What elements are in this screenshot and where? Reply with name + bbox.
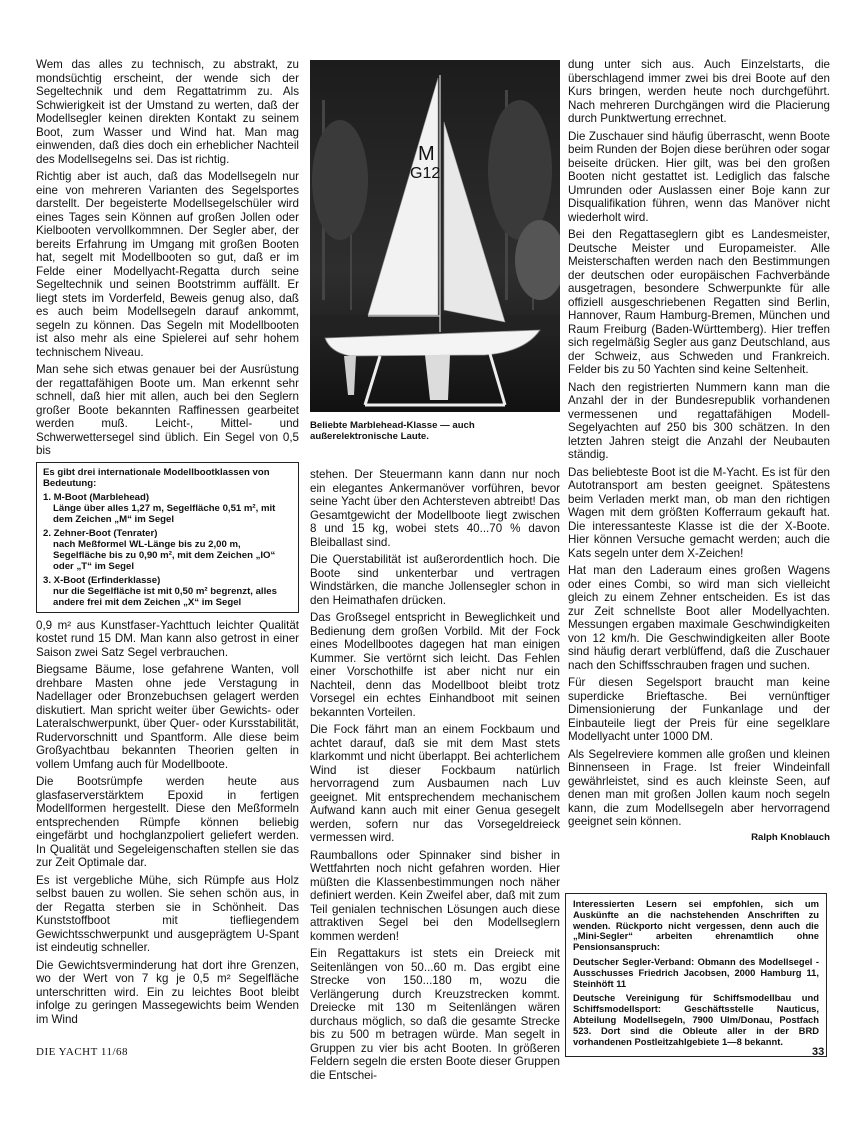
boat-class-title: 1. M-Boot (Marblehead): [43, 491, 150, 503]
boat-classes-box: [36, 462, 299, 613]
paragraph: Die Gewichtsverminderung hat dort ihre Grenzen, wo der Wert von 7 kg je 0,5 m² Segelfläche unterschritten wird. Ein zu leichtes Boot bleibt infolge zu geringen Massegewichts beim Wenden im Wind: [36, 958, 299, 1026]
sailboat-photo: [310, 60, 560, 412]
author-signature: Ralph Knoblauch: [751, 831, 830, 843]
boat-class-item: [43, 492, 292, 525]
paragraph: Die Zuschauer sind häufig überrascht, wenn Boote beim Runden der Bojen diese berühren oder sogar beiseite drücken. Hier gilt, was bei den großen Booten nicht gestattet ist. Lediglich das falsche Umrunden oder Auslassen einer Boje kann zur Disqualifikation führen, wenn das Manöver nicht wiederholt wird.: [568, 129, 830, 224]
paragraph: Bei den Regattaseglern gibt es Landesmeister, Deutsche Meister und Europameister. Alle Meisterschaften werden nach den Bestimmungen der deutschen oder europäischen Fachverbände ausgetragen, besondere Schwerpunkte für alle offiziell ausgeschriebenen Regatten sind Berlin, Hannover, Raum Hamburg-Bremen, München und Raum Freiburg (Baden-Württemberg). Hier treffen sich regelmäßig Segler aus ganz Deutschland, aus der Schweiz, aus Schweden und Frankreich. Felder bis zu 50 Yachten sind keine Seltenheit.: [568, 228, 830, 376]
paragraph: Das beliebteste Boot ist die M-Yacht. Es ist für den Autotransport am besten geeignet. Spätestens beim Verladen merkt man, ob man den richtigen Wagen mit dem größten Kofferraum gekauft hat. Die interessanteste Klasse ist die der X-Boote. Hier können Versuche gemacht werden; auch die Kats segeln unter dem X-Zeichen!: [568, 465, 830, 560]
boat-class-desc: Länge über alles 1,27 m, Segelfläche 0,51 m², mit dem Zeichen „M“ im Segel: [53, 502, 276, 525]
magazine-footer: DIE YACHT 11/68: [36, 1046, 129, 1058]
paragraph: Man sehe sich etwas genauer bei der Ausrüstung der regattafähigen Boote um. Man erkennt sehr schnell, daß hier mit allen, auch bei den Seglern großer Boote bekannten Raffinessen gearbeitet werden muß. Leicht-, Mittel- und Schwerwettersegel sind üblich. Ein Segel von 0,5 bis: [36, 363, 299, 457]
paragraph: Für diesen Segelsport braucht man keine superdicke Brieftasche. Bei vernünftiger Dimensionierung der Funkanlage und der Einbauteile liegt der Preis für eine segelklare Modellyacht unter 1000 DM.: [568, 676, 830, 743]
contact-intro: Interessierten Lesern sei empfohlen, sich um Auskünfte an die nachstehenden Anschriften zu wenden. Rückporto nicht vergessen, denn auch die „Mini-Segler“ arbeiten ehrenamtlich ohne Pensionsanspruch:: [573, 898, 819, 953]
boat-class-title: 3. X-Boot (Erfinderklasse): [43, 574, 161, 586]
boat-class-title: 2. Zehner-Boot (Tenrater): [43, 527, 158, 539]
paragraph: Die Querstabilität ist außerordentlich hoch. Die Boote sind unkenterbar und vertragen Windstärken, die manche Jollensegler schon in den Heimathafen drücken.: [310, 553, 560, 607]
paragraph: Richtig aber ist auch, daß das Modellsegeln nur eine von mehreren Varianten des Segelsportes darstellt. Der begeisterte Modellsegelschüler wird eines Tages sein Können auf großen Jollen oder Kielbooten vervollkommnen. Der Segler aber, der bereits Erfahrung im Umgang mit großen Booten hat, segelt mit Modellbooten so gut, daß er im Felde einer Modellyacht-Regatta durch seine Segeltechnik und seinen Bootstrimm auffällt. Er liegt stets im Vorderfeld, Beweis genug also, daß es auch beim Modellsegeln darauf ankommt, segeln zu können. Das Segeln mit Modellbooten ist also mehr als eine Spielerei auf sehr hohem technischem Niveau.: [36, 170, 299, 359]
boat-class-desc: nur die Segelfläche ist mit 0,50 m² begrenzt, alles andere frei mit dem Zeichen „X“ im Segel: [53, 585, 277, 608]
boat-classes-intro: Es gibt drei internationale Modellbootklassen von Bedeutung:: [43, 466, 270, 489]
paragraph: Als Segelreviere kommen alle großen und kleinen Binnenseen in Frage. Ist freier Windeinfall gewährleistet, sind es auch kleinste Seen, auf denen man mit großen Jollen kaum noch segeln kann, die zum Modellsegeln aber hervorragend geeignet sein können.: [568, 747, 830, 828]
paragraph: Es ist vergebliche Mühe, sich Rümpfe aus Holz selbst bauen zu wollen. Sie sehen schön aus, in der Regatta sterben sie in Schönheit. Das Kunststoffboot mit tiefliegendem Gewichtsschwerpunkt und ausgeprägtem U-Spant ist eindeutig schneller.: [36, 873, 299, 954]
sail-letter: M: [418, 143, 435, 165]
column-2: [310, 468, 560, 1086]
paragraph: dung unter sich aus. Auch Einzelstarts, die überschlagend immer zwei bis drei Boote auf den Kurs bringen, werden heute noch durchgeführt. Nach mehreren Durchgängen wird die Placierung durch Punktwertung errechnet.: [568, 58, 830, 125]
paragraph: Die Bootsrümpfe werden heute aus glasfaserverstärktem Epoxid in fertigen Modellformen hergestellt. Diese den Meßformeln entsprechenden Rümpfe können beliebig eingefärbt und hochglanzpoliert geliefert werden. In Qualität und Segeleigenschaften stellen sie das zur Zeit Optimale dar.: [36, 775, 299, 869]
paragraph: Wem das alles zu technisch, zu abstrakt, zu mondsüchtig erscheint, der wende sich der Segeltechnik und dem Regattatrimm zu. Als Schwierigkeit ist der Umstand zu werten, daß der Modellsegler keinen direkten Kontakt zu seinem Boot, zum Wasser und Wind hat. Man mag einwenden, daß dies doch ein erheblicher Nachteil des Modellsegelns sei. Das ist richtig.: [36, 58, 299, 166]
paragraph: Raumballons oder Spinnaker sind bisher in Wettfahrten noch nicht gefahren worden. Hier müßten die Klassenbestimmungen noch näher definiert werden. Kein Zweifel aber, daß mit zum Teil genialen technischen Lösungen auch diese attraktiven Segel bei den Modellseglern kommen werden!: [310, 848, 560, 943]
paragraph: 0,9 m² aus Kunstfaser-Yachttuch leichter Qualität kostet rund 15 DM. Man kann also getrost in einer Saison zwei Satz Segel verbrauchen.: [36, 618, 299, 659]
photo-caption: Beliebte Marblehead-Klasse — auch außerelektronische Laute.: [310, 420, 475, 442]
column-1: [36, 58, 299, 1030]
boat-class-desc: nach Meßformel WL-Länge bis zu 2,00 m, Segelfläche bis zu 0,90 m², mit dem Zeichen „IO“ oder „T“ im Segel: [53, 538, 276, 572]
column-3: [568, 58, 830, 844]
boat-class-item: [43, 528, 292, 572]
boat-class-item: [43, 575, 292, 608]
contact-box: [565, 893, 827, 1057]
paragraph: Die Fock fährt man an einem Fockbaum und achtet darauf, daß sie mit dem Mast stets klarkommt und nicht überlappt. Bei achterlichem Wind ist dieser Fockbaum natürlich hervorragend zum Ausbaumen nach Luv geeignet. Mit entsprechendem mechanischem Aufwand kann auch mit einer Genua gesegelt werden, sofern nur das Vorsegeldreieck vermessen wird.: [310, 723, 560, 844]
sail-number: G12: [410, 165, 441, 182]
contact-address: Deutscher Segler-Verband: Obmann des Modellsegel - Ausschusses Friedrich Jacobsen, 2000 Hamburg 11, Steinhöft 11: [573, 955, 819, 989]
paragraph: stehen. Der Steuermann kann dann nur noch ein elegantes Ankermanöver vorführen, bevor seine Yacht über den Achtersteven abtreibt! Das Gesamtgewicht der Modellboote liegt zwischen 8 und 15 kg, wobei stets 40...70 % davon Bleiballast sind.: [310, 468, 560, 549]
paragraph: Hat man den Laderaum eines großen Wagens oder eines Combi, so wird man sich vielleicht gleich zu einem Zehner entscheiden. Es ist das zur Zeit schnellste Boot aller Modellyachten. Messungen ergaben maximale Geschwindigkeiten von 12 km/h. Die Geschwindigkeiten aller Boote sind häufig derart verblüffend, daß die Zuschauer nach den Schiffsschrauben fragen und suchen.: [568, 564, 830, 672]
paragraph: Biegsame Bäume, lose gefahrene Wanten, voll drehbare Masten ohne jede Verstagung in Nadellager oder Bronzebuchsen gelagert werden diskutiert. Man spricht weiter über Gewichts- oder Lateralschwerpunkt, über Quer- oder Kursstabilität, Rudervorschnitt und Spantform. Alle diese beim Großyachtbau bekannten Theorien gelten in vollem Umfang auch für Modellboote.: [36, 663, 299, 771]
contact-address: Deutsche Vereinigung für Schiffsmodellbau und Schiffsmodellsport: Geschäftsstelle Nauticus, Abteilung Modellsegeln, 7900 Ulm/Donau, Postfach 523. Dort sind die Obleute aller in der BRD vorhandenen Postleitzahlgebiete 1—8 bekannt.: [573, 992, 819, 1047]
paragraph: Ein Regattakurs ist stets ein Dreieck mit Seitenlängen von 50...60 m. Das ergibt eine Strecke von 150...180 m, wozu die Verlängerung durch Kreuzstrecken kommt. Dreiecke mit 130 m Seitenlängen wären durchaus möglich, so daß die gesamte Strecke bis zu 500 m betragen würde. Man segelt in Gruppen zu vier bis acht Booten. In größeren Feldern segeln die ersten Boote dieser Gruppen die Entschei-: [310, 947, 560, 1082]
paragraph: Das Großsegel entspricht in Beweglichkeit und Bedienung dem großen Vorbild. Mit der Fock eines Modellbootes dagegen hat man einigen Kummer. Sie vertörnt sich leicht. Das Fehlen einer Vorschothilfe ist aber nicht nur ein Nachteil, denn das Modellboot bleibt trotz Vorsegel ein echtes Einhandboot mit seinen bekannten Vorteilen.: [310, 611, 560, 719]
paragraph: Nach den registrierten Nummern kann man die Anzahl der in der Bundesrepublik vorhandenen vermessenen und regattafähigen Modell-Segelyachten auf 250 bis 300 schätzen. In den letzten Jahren steigt die Anzahl der Neubauten ständig.: [568, 380, 830, 461]
page-number: 33: [812, 1046, 825, 1058]
